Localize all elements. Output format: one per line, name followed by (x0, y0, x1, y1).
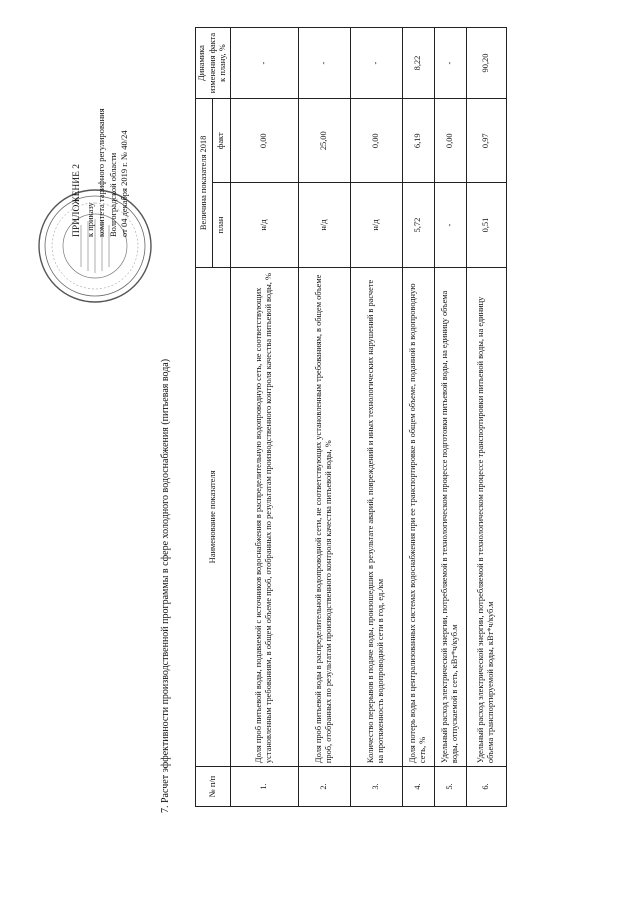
row-dynamics: - (230, 28, 298, 99)
table-header-row (196, 28, 213, 807)
table-row (434, 28, 466, 807)
col-header-dynamics: Динамика изменения факта к плану, % (196, 28, 231, 99)
row-dynamics: - (298, 28, 350, 99)
appendix-title: ПРИЛОЖЕНИЕ 2 (72, 163, 82, 237)
appendix-line-3: Волгоградской области (107, 152, 118, 237)
row-fact: 0,00 (350, 99, 402, 183)
row-fact: 0,00 (230, 99, 298, 183)
row-fact: 0,97 (466, 99, 506, 183)
col-header-value-group: Величина показателя 2018 (196, 99, 213, 268)
row-fact: 25,00 (298, 99, 350, 183)
row-num: 5. (434, 767, 466, 807)
row-plan: 5,72 (402, 183, 434, 267)
row-name: Удельный расход электрической энергии, потребляемой в технологическом процессе транспортировки питьевой воды, на единицу объема транспортируемой воды, кВт*ч/куб.м (466, 267, 506, 766)
col-header-name: Наименование показателя (196, 267, 231, 766)
table-row (466, 28, 506, 807)
row-num: 2. (298, 767, 350, 807)
row-plan: - (434, 183, 466, 267)
row-name: Доля проб питьевой воды в распределительной водопроводной сети, не соответствующих установленным требованиям, в общем объеме проб, отобранных по результатам производственного контроля качества питьевой воды, % (298, 267, 350, 766)
row-dynamics: 90,20 (466, 28, 506, 99)
table-row (298, 28, 350, 807)
row-plan: н/д (230, 183, 298, 267)
efficiency-table (195, 27, 507, 807)
row-plan: 0,51 (466, 183, 506, 267)
col-header-num: № п/п (196, 767, 231, 807)
row-name: Доля потерь воды в централизованных системах водоснабжения при ее транспортировке в общем объеме, поданной в водопроводную сеть, % (402, 267, 434, 766)
appendix-header (72, 37, 131, 237)
appendix-line-2: комитета тарифного регулирования (96, 108, 106, 237)
appendix-line-4: от 04 декабря 2019 г. № 40/24 (119, 130, 129, 237)
row-name: Доля проб питьевой воды, подаваемой с источников водоснабжения в распределительную водопроводную сеть, не соответствующих установленным требованиям, в общем объеме проб, отобранных по результатам производственного контроля качества питьевой воды, % (230, 267, 298, 766)
row-dynamics: 8,22 (402, 28, 434, 99)
row-name: Количество перерывов в подаче воды, произошедших в результате аварий, повреждений и иных технологических нарушений в расчете на протяженность водопроводной сети в год, ед./км (350, 267, 402, 766)
col-header-fact: факт (213, 99, 230, 183)
table-row (350, 28, 402, 807)
appendix-line-1: к приказу (84, 202, 95, 237)
table-row (230, 28, 298, 807)
row-fact: 6,19 (402, 99, 434, 183)
row-num: 1. (230, 767, 298, 807)
row-plan: н/д (350, 183, 402, 267)
row-num: 3. (350, 767, 402, 807)
row-dynamics: - (350, 28, 402, 99)
row-num: 6. (466, 767, 506, 807)
col-header-plan: план (213, 183, 230, 267)
row-num: 4. (402, 767, 434, 807)
row-dynamics: - (434, 28, 466, 99)
section-title: 7. Расчет эффективности производственной программы в сфере холодного водоснабжения (питьевая вода) (160, 358, 171, 813)
table-row (402, 28, 434, 807)
row-name: Удельный расход электрической энергии, потребляемой в технологическом процессе подготовки питьевой воды, на единицу объема воды, отпускаемой в сеть, кВт*ч/куб.м (434, 267, 466, 766)
row-fact: 0,00 (434, 99, 466, 183)
row-plan: н/д (298, 183, 350, 267)
